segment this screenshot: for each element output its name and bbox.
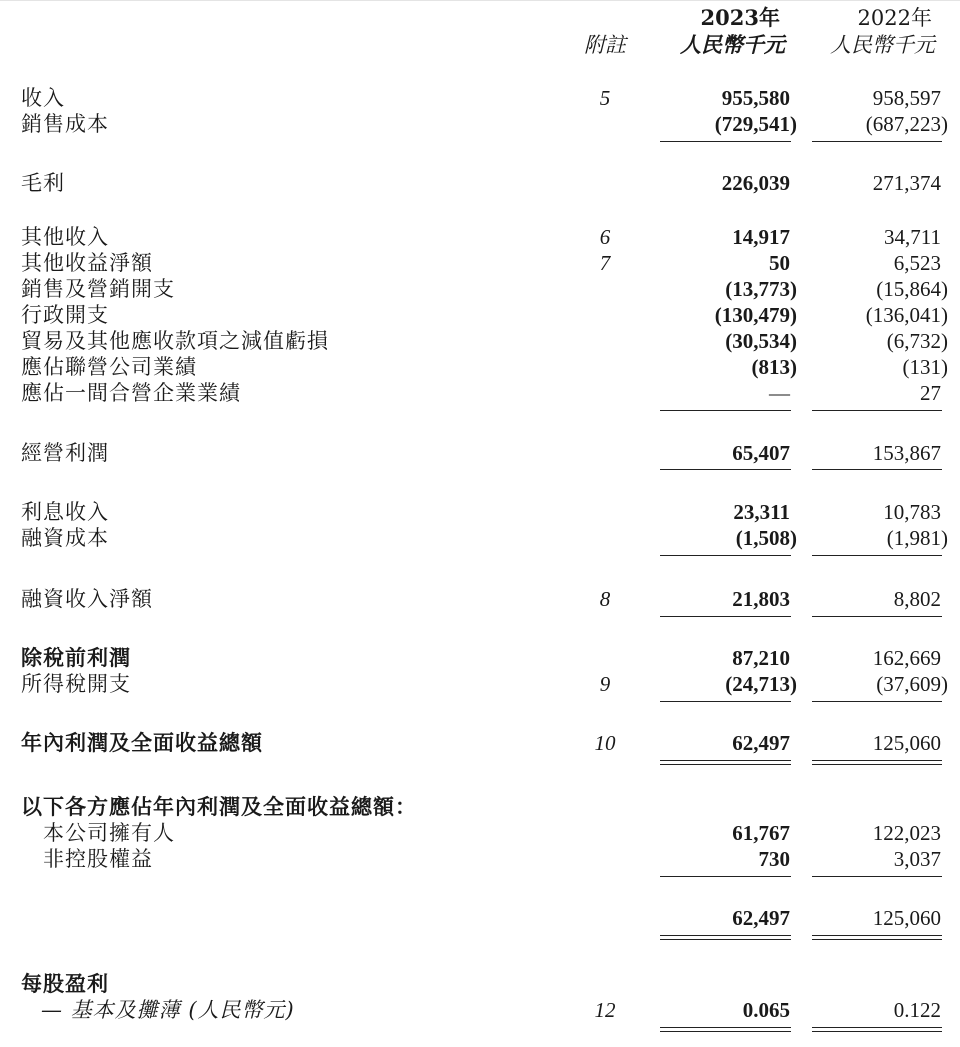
row-attributable-total <box>0 905 960 931</box>
value-2023: 62,497 <box>732 906 790 930</box>
value-2023: 955,580 <box>721 86 790 110</box>
row-label: — 基本及攤薄 (人民幣元) <box>41 998 295 1022</box>
top-rule <box>0 0 960 1</box>
subtotal-rule <box>812 469 942 470</box>
row-label: 融資收入淨額 <box>21 587 153 611</box>
row-interest-income <box>0 499 960 525</box>
value-2023: (30,534) <box>725 329 797 353</box>
section-heading: 每股盈利 <box>21 971 109 996</box>
value-2022: 125,060 <box>872 906 941 930</box>
row-note: 7 <box>599 251 611 275</box>
value-2023: (24,713) <box>725 672 797 696</box>
row-joint-venture <box>0 380 960 406</box>
row-nci <box>0 846 960 872</box>
row-note: 6 <box>599 225 611 249</box>
total-double-rule <box>812 935 942 940</box>
value-2023: (813) <box>751 355 797 379</box>
row-admin-expenses <box>0 302 960 328</box>
row-note: 5 <box>599 86 611 110</box>
row-note: 9 <box>599 672 611 696</box>
row-label: 經營利潤 <box>21 441 109 465</box>
value-2022: 162,669 <box>872 646 941 670</box>
value-2023: 226,039 <box>721 171 790 195</box>
row-note: 8 <box>599 587 611 611</box>
value-2023: 0.065 <box>742 998 790 1022</box>
subtotal-rule <box>660 555 791 556</box>
section-heading: 以下各方應佔年內利潤及全面收益總額： <box>21 794 417 819</box>
subtotal-rule <box>660 469 791 470</box>
subtotal-rule <box>660 616 791 617</box>
row-label: 除稅前利潤 <box>21 645 131 670</box>
subtotal-rule <box>660 701 791 702</box>
row-total-profit <box>0 730 960 756</box>
value-2023: 14,917 <box>732 225 790 249</box>
row-owners <box>0 820 960 846</box>
row-label: 融資成本 <box>21 526 109 550</box>
value-2022: (131) <box>902 355 948 379</box>
col-2022-unit: 人民幣千元 <box>830 33 935 57</box>
row-revenue <box>0 85 960 111</box>
value-2023: — <box>769 381 790 405</box>
value-2023: 23,311 <box>733 500 790 524</box>
subtotal-rule <box>812 141 942 142</box>
col-2022-year: 2022年 <box>857 6 932 30</box>
value-2023: 65,407 <box>732 441 790 465</box>
row-selling-expenses <box>0 276 960 302</box>
row-gross-profit <box>0 170 960 196</box>
value-2023: 87,210 <box>732 646 790 670</box>
row-note: 10 <box>594 731 616 755</box>
value-2023: 62,497 <box>732 731 790 755</box>
subtotal-rule <box>812 410 942 411</box>
value-2022: 153,867 <box>872 441 941 465</box>
value-2022: 8,802 <box>893 587 941 611</box>
value-2023: 730 <box>758 847 790 871</box>
row-other-gains <box>0 250 960 276</box>
value-2022: 27 <box>920 381 941 405</box>
row-label: 毛利 <box>21 171 65 195</box>
value-2023: (13,773) <box>725 277 797 301</box>
value-2022: 125,060 <box>872 731 941 755</box>
value-2022: (687,223) <box>865 112 948 136</box>
value-2022: 271,374 <box>872 171 941 195</box>
row-label: 貿易及其他應收款項之減值虧損 <box>21 329 329 353</box>
row-label: 其他收入 <box>21 225 109 249</box>
note-column-header: 附註 <box>584 33 626 57</box>
row-label: 應佔聯營公司業績 <box>21 355 197 379</box>
row-note: 12 <box>594 998 616 1022</box>
row-operating-profit <box>0 440 960 466</box>
subtotal-rule <box>660 876 791 877</box>
row-attributable-heading <box>0 794 960 820</box>
subtotal-rule <box>812 616 942 617</box>
value-2023: (729,541) <box>714 112 797 136</box>
row-label: 收入 <box>21 86 65 110</box>
value-2023: 61,767 <box>732 821 790 845</box>
row-cost-of-sales <box>0 111 960 137</box>
value-2022: (1,981) <box>886 526 948 550</box>
row-impairment <box>0 328 960 354</box>
row-eps-heading <box>0 971 960 997</box>
value-2023: (1,508) <box>735 526 797 550</box>
value-2023: (130,479) <box>714 303 797 327</box>
value-2022: 3,037 <box>893 847 941 871</box>
row-label: 所得稅開支 <box>21 672 131 696</box>
value-2022: 122,023 <box>872 821 941 845</box>
row-eps <box>0 997 960 1023</box>
row-label: 年內利潤及全面收益總額 <box>21 730 263 755</box>
value-2022: 958,597 <box>872 86 941 110</box>
subtotal-rule <box>812 876 942 877</box>
total-double-rule <box>812 760 942 765</box>
total-double-rule <box>812 1027 942 1032</box>
value-2022: 10,783 <box>883 500 941 524</box>
col-2023-year: 2023年 <box>700 5 780 30</box>
row-label: 銷售及營銷開支 <box>21 277 175 301</box>
value-2022: 34,711 <box>884 225 941 249</box>
value-2022: (136,041) <box>865 303 948 327</box>
value-2023: 50 <box>769 251 790 275</box>
row-label: 行政開支 <box>21 303 109 327</box>
row-income-tax <box>0 671 960 697</box>
row-label: 銷售成本 <box>21 112 109 136</box>
row-label: 應佔一間合營企業業績 <box>21 381 241 405</box>
row-label: 本公司擁有人 <box>43 821 175 845</box>
total-double-rule <box>660 760 791 765</box>
row-finance-costs <box>0 525 960 551</box>
row-net-finance-income <box>0 586 960 612</box>
total-double-rule <box>660 1027 791 1032</box>
row-other-income <box>0 224 960 250</box>
value-2022: 0.122 <box>893 998 941 1022</box>
row-label: 利息收入 <box>21 500 109 524</box>
subtotal-rule <box>812 555 942 556</box>
subtotal-rule <box>660 141 791 142</box>
row-profit-before-tax <box>0 645 960 671</box>
value-2022: (15,864) <box>876 277 948 301</box>
value-2022: 6,523 <box>893 251 941 275</box>
row-label: 非控股權益 <box>43 847 153 871</box>
col-2023-unit: 人民幣千元 <box>680 32 785 57</box>
subtotal-rule <box>660 410 791 411</box>
value-2023: 21,803 <box>732 587 790 611</box>
value-2022: (37,609) <box>876 672 948 696</box>
row-associates <box>0 354 960 380</box>
total-double-rule <box>660 935 791 940</box>
subtotal-rule <box>812 701 942 702</box>
row-label: 其他收益淨額 <box>21 251 153 275</box>
value-2022: (6,732) <box>886 329 948 353</box>
